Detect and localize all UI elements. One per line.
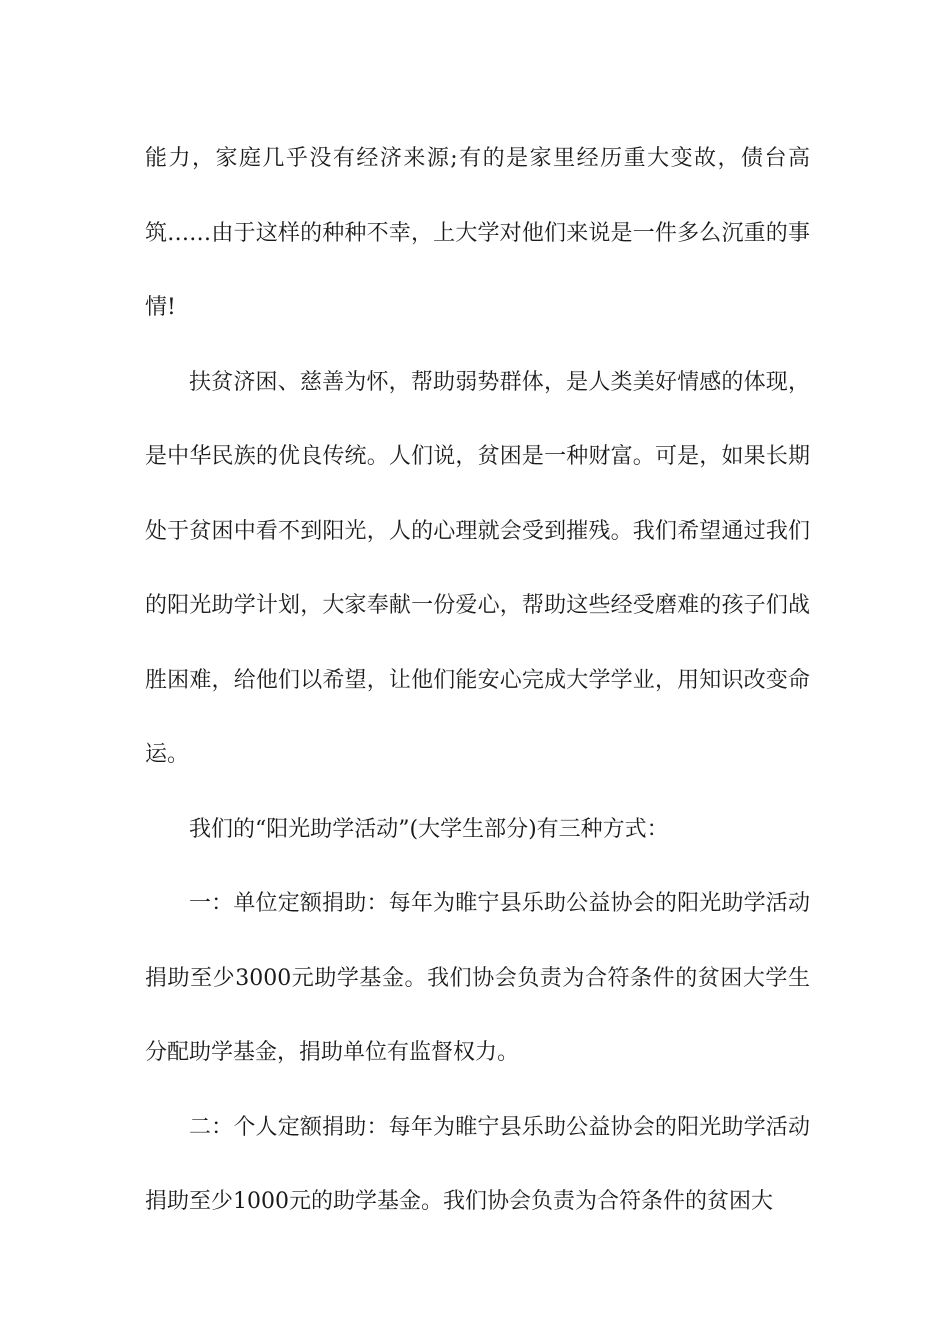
paragraph-4: 一：单位定额捐助：每年为睢宁县乐助公益协会的阳光助学活动捐助至少3000元助学基金。我们协会负责为合符条件的贫困大学生分配助学基金，捐助单位有监督权力。 [145,891,810,1065]
paragraph-5: 二：个人定额捐助：每年为睢宁县乐助公益协会的阳光助学活动捐助至少1000元的助学基金。我们协会负责为合符条件的贫困大 [145,1114,810,1214]
document-body [145,122,810,1240]
paragraph-3: 我们的“阳光助学活动”(大学生部分)有三种方式： [189,816,669,842]
paragraph-1: 能力，家庭几乎没有经济来源;有的是家里经历重大变故，债台高筑……由于这样的种种不幸，上大学对他们来说是一件多么沉重的事情! [145,146,810,320]
paragraph-2: 扶贫济困、慈善为怀，帮助弱势群体，是人类美好情感的体现，是中华民族的优良传统。人们说，贫困是一种财富。可是，如果长期处于贫困中看不到阳光，人的心理就会受到摧残。我们希望通过我们的阳光助学计划，大家奉献一份爱心，帮助这些经受磨难的孩子们战胜困难，给他们以希望，让他们能安心完成大学学业，用知识改变命运。 [145,369,810,767]
